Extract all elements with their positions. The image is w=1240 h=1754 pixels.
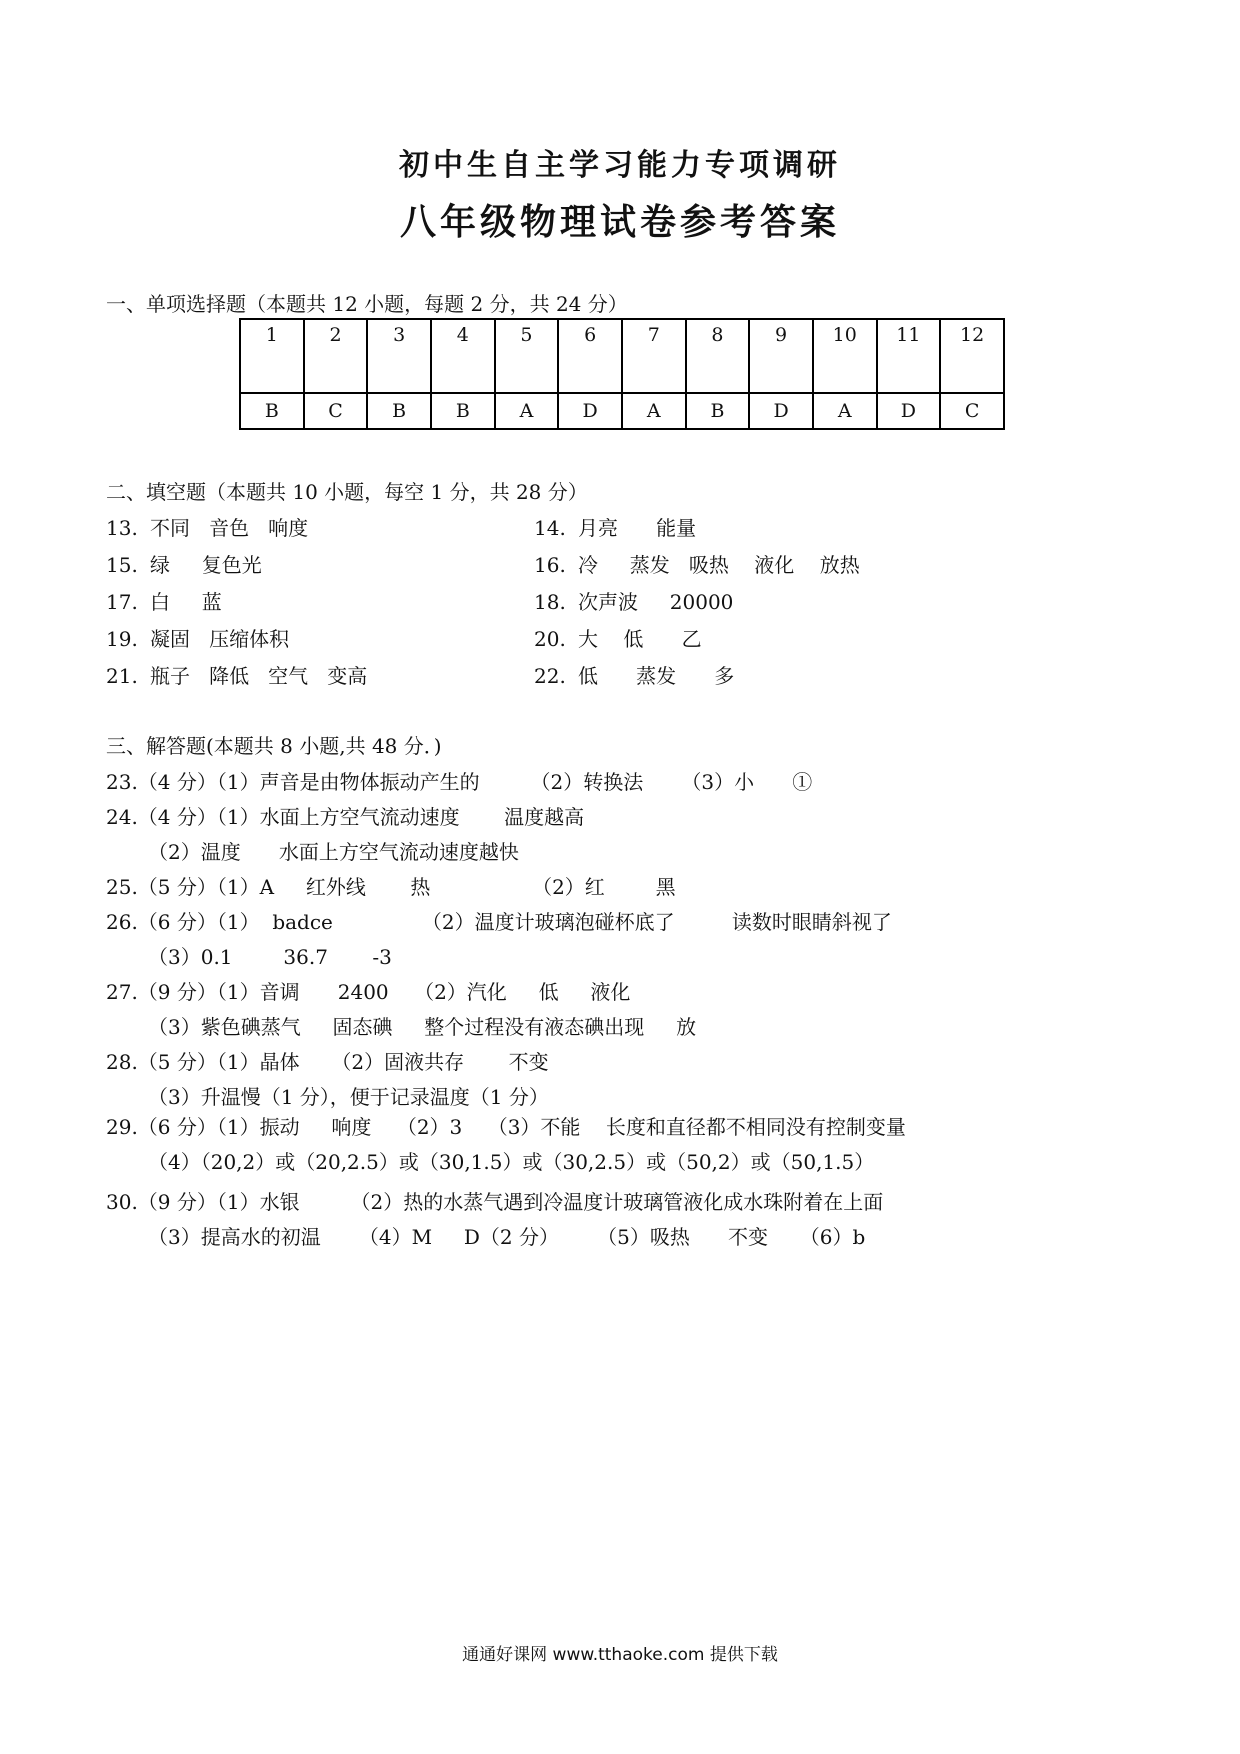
fill-item-15 [106, 549, 262, 578]
answer-line-23: 23.（4 分）（1）声音是由物体振动产生的 （2）转换法 （3）小 ① [106, 770, 813, 794]
answer-line-30-cont: （3）提高水的初温 （4）M D（2 分） （5）吸热 不变 （6）b [148, 1225, 866, 1249]
item-number: 21. [106, 664, 138, 688]
answer-line-29-cont: （4）（20,2）或（20,2.5）或（30,1.5）或（30,2.5）或（50,2）或（50,1.5） [148, 1150, 875, 1174]
fill-item-22 [534, 660, 734, 689]
answer-letter-cell: D [558, 393, 622, 429]
fill-item-20 [534, 623, 702, 652]
item-number: 14. [534, 516, 566, 540]
item-answer: 冷 蒸发 吸热 液化 放热 [578, 553, 860, 577]
fill-item-18 [534, 586, 733, 615]
answer-line-28-cont: （3）升温慢（1 分），便于记录温度（1 分） [148, 1085, 549, 1109]
question-number-cell: 6 [558, 319, 622, 393]
question-number-cell: 8 [686, 319, 750, 393]
fill-item-13 [106, 512, 308, 541]
section1-heading: 一、单项选择题（本题共 12 小题，每题 2 分，共 24 分） [106, 292, 628, 316]
answer-line-27-cont: （3）紫色碘蒸气 固态碘 整个过程没有液态碘出现 放 [148, 1015, 697, 1039]
question-number-cell: 9 [749, 319, 813, 393]
answer-line-26-cont: （3）0.1 36.7 -3 [148, 945, 392, 969]
item-number: 19. [106, 627, 138, 651]
item-number: 22. [534, 664, 566, 688]
question-number-cell: 11 [877, 319, 941, 393]
section3-heading: 三、解答题(本题共 8 小题,共 48 分．) [106, 734, 442, 758]
document-title: 初中生自主学习能力专项调研 [399, 148, 841, 183]
answer-line-30: 30.（9 分）（1）水银 （2）热的水蒸气遇到冷温度计玻璃管液化成水珠附着在上面 [106, 1190, 884, 1214]
answer-line-29: 29.（6 分）（1）振动 响度 （2）3 （3）不能 长度和直径都不相同没有控制变量 [106, 1115, 906, 1139]
answer-letter-cell: B [686, 393, 750, 429]
item-number: 15. [106, 553, 138, 577]
item-answer: 不同 音色 响度 [150, 516, 309, 540]
answer-letter-cell: C [940, 393, 1004, 429]
question-number-cell: 7 [622, 319, 686, 393]
answer-letter-cell: B [367, 393, 431, 429]
answer-letter-cell: B [431, 393, 495, 429]
answer-letter-cell: D [749, 393, 813, 429]
item-answer: 次声波 20000 [578, 590, 734, 614]
section2-heading: 二、填空题（本题共 10 小题，每空 1 分，共 28 分） [106, 480, 588, 504]
answer-letter-cell: D [877, 393, 941, 429]
question-number-cell: 12 [940, 319, 1004, 393]
item-answer: 凝固 压缩体积 [150, 627, 290, 651]
fill-item-14 [534, 512, 696, 541]
answer-letter-cell: A [495, 393, 559, 429]
fill-item-21 [106, 660, 367, 689]
answer-line-26: 26.（6 分）（1） badce （2）温度计玻璃泡碰杯底了 读数时眼睛斜视了 [106, 910, 892, 934]
item-answer: 低 蒸发 多 [578, 664, 735, 688]
question-number-cell: 4 [431, 319, 495, 393]
answer-table [239, 318, 1005, 430]
answer-letter-row [240, 393, 1004, 429]
answer-letter-cell: C [304, 393, 368, 429]
answer-line-24: 24.（4 分）（1）水面上方空气流动速度 温度越高 [106, 805, 585, 829]
footer-download-note: 通通好课网 www.tthaoke.com 提供下载 [462, 1645, 778, 1665]
item-answer: 大 低 乙 [578, 627, 702, 651]
answer-line-24-cont: （2）温度 水面上方空气流动速度越快 [148, 840, 519, 864]
item-number: 18. [534, 590, 566, 614]
item-answer: 月亮 能量 [578, 516, 697, 540]
question-number-cell: 5 [495, 319, 559, 393]
question-number-cell: 1 [240, 319, 304, 393]
answer-letter-cell: A [622, 393, 686, 429]
fill-item-17 [106, 586, 222, 615]
question-number-cell: 2 [304, 319, 368, 393]
answer-line-28: 28.（5 分）（1）晶体 （2）固液共存 不变 [106, 1050, 549, 1074]
item-number: 20. [534, 627, 566, 651]
question-number-row [240, 319, 1004, 393]
item-number: 16. [534, 553, 566, 577]
item-answer: 瓶子 降低 空气 变高 [150, 664, 368, 688]
answer-line-25: 25.（5 分）（1）A 红外线 热 （2）红 黑 [106, 875, 676, 899]
answer-line-27: 27.（9 分）（1）音调 2400 （2）汽化 低 液化 [106, 980, 631, 1004]
item-number: 13. [106, 516, 138, 540]
item-number: 17. [106, 590, 138, 614]
question-number-cell: 10 [813, 319, 877, 393]
question-number-cell: 3 [367, 319, 431, 393]
fill-item-19 [106, 623, 289, 652]
fill-item-16 [534, 549, 860, 578]
item-answer: 白 蓝 [150, 590, 222, 614]
document-subtitle: 八年级物理试卷参考答案 [399, 202, 840, 243]
item-answer: 绿 复色光 [150, 553, 262, 577]
answer-letter-cell: B [240, 393, 304, 429]
answer-letter-cell: A [813, 393, 877, 429]
